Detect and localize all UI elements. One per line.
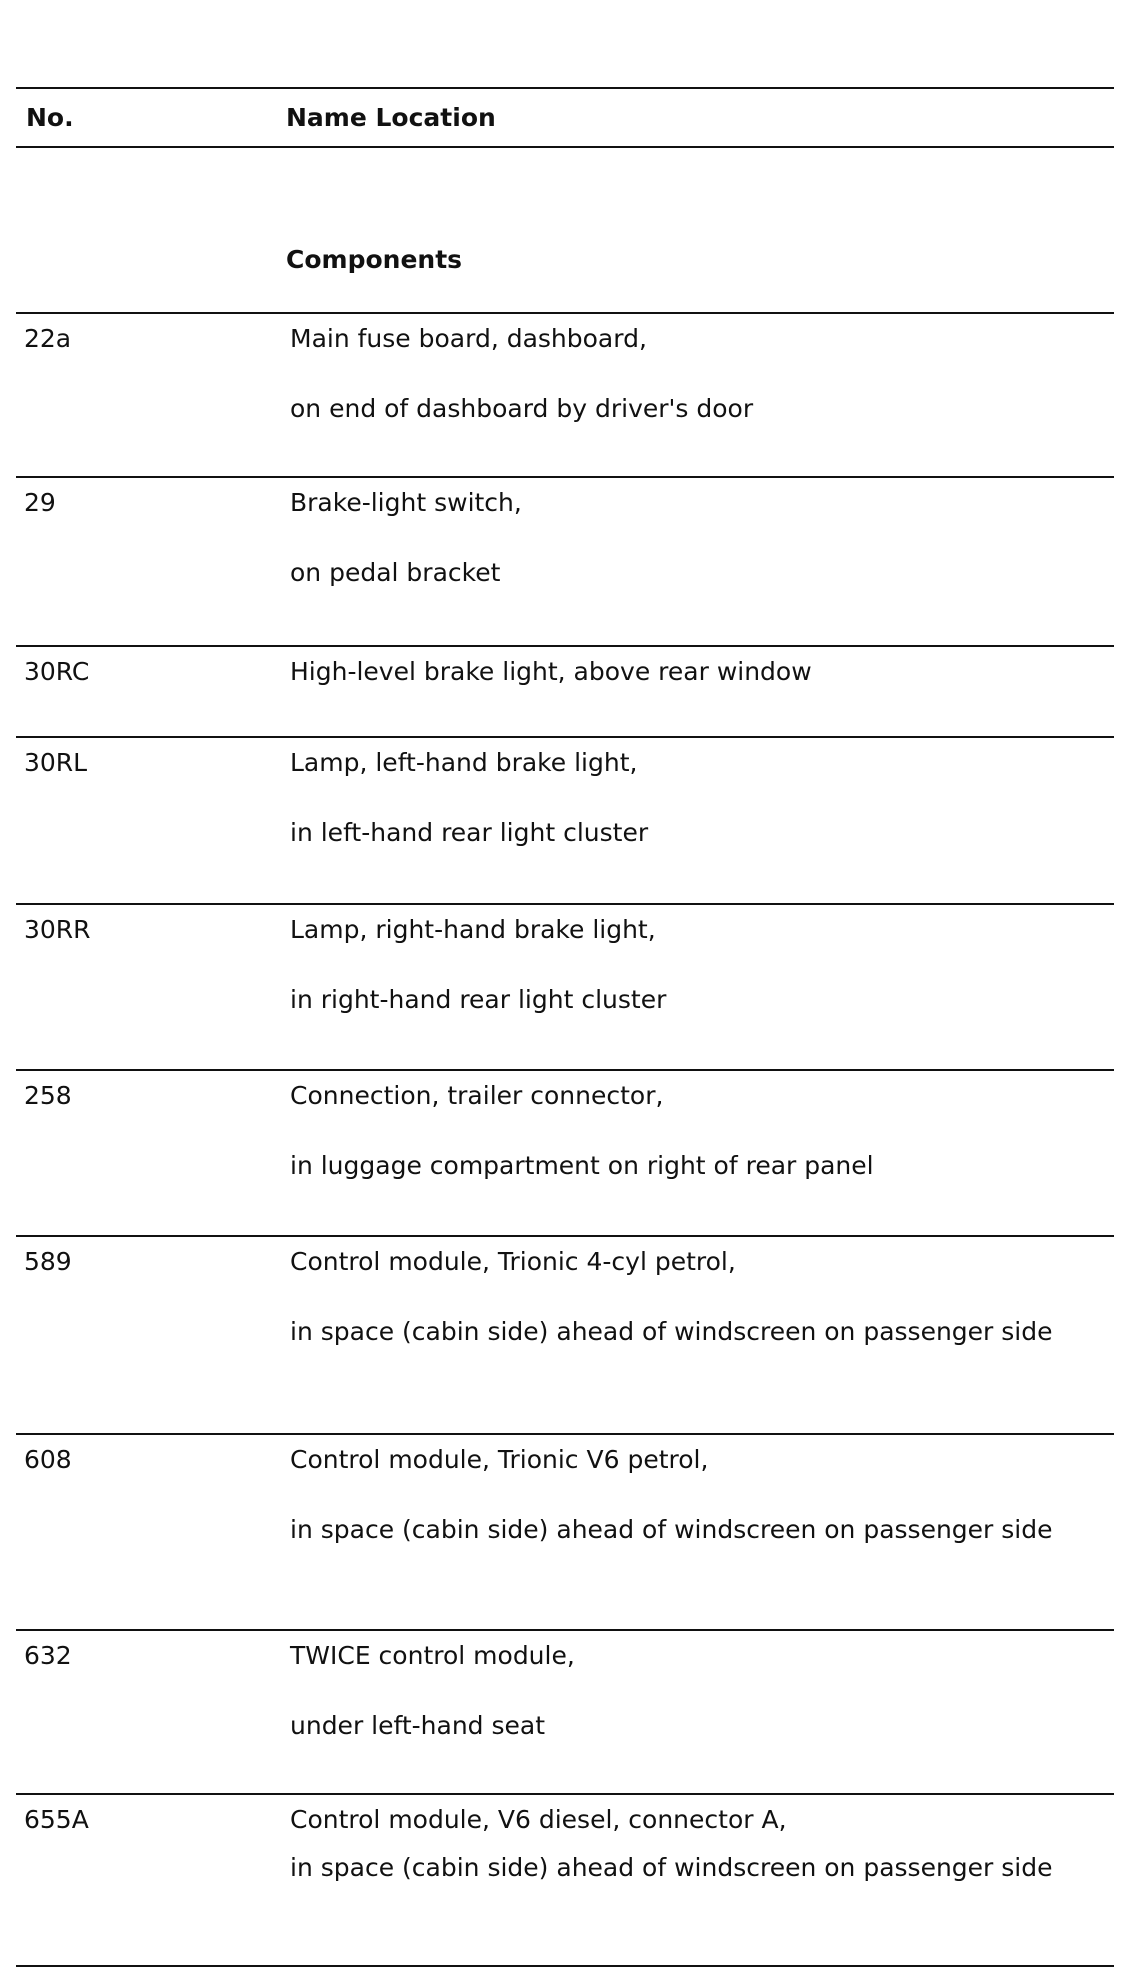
row-name: Lamp, left-hand brake light,	[290, 748, 638, 777]
row-number: 655A	[24, 1805, 89, 1834]
row-number: 29	[24, 488, 56, 517]
row-location: on pedal bracket	[290, 558, 501, 587]
row-name: Brake-light switch,	[290, 488, 522, 517]
row-name: TWICE control module,	[290, 1641, 575, 1670]
header-name-location: Name Location	[286, 103, 496, 132]
row-name: Control module, V6 diesel, connector A,	[290, 1805, 787, 1834]
row-number: 30RR	[24, 915, 91, 944]
row-number: 589	[24, 1247, 72, 1276]
table-row	[16, 1435, 1114, 1629]
row-name: Connection, trailer connector,	[290, 1081, 664, 1110]
table-header	[16, 89, 1114, 146]
row-number: 30RL	[24, 748, 88, 777]
row-name: Lamp, right-hand brake light,	[290, 915, 656, 944]
table-row	[16, 1071, 1114, 1235]
row-number: 258	[24, 1081, 72, 1110]
row-location: under left-hand seat	[290, 1711, 546, 1740]
row-location: in left-hand rear light cluster	[290, 818, 649, 847]
table-row	[16, 1237, 1114, 1433]
section-title: Components	[286, 245, 463, 274]
row-name: Main fuse board, dashboard,	[290, 324, 647, 353]
row-location: in right-hand rear light cluster	[290, 985, 667, 1014]
row-name: Control module, Trionic 4-cyl petrol,	[290, 1247, 736, 1276]
table-row	[16, 1795, 1114, 1965]
row-location: in space (cabin side) ahead of windscreen on passenger side	[290, 1515, 1053, 1544]
row-number: 632	[24, 1641, 72, 1670]
section-heading	[16, 148, 1114, 312]
row-number: 30RC	[24, 657, 90, 686]
table-row	[16, 478, 1114, 645]
row-location: in space (cabin side) ahead of windscreen on passenger side	[290, 1853, 1053, 1882]
table-row	[16, 314, 1114, 476]
row-name: High-level brake light, above rear window	[290, 657, 812, 686]
header-number: No.	[26, 103, 74, 132]
table-row	[16, 1631, 1114, 1793]
row-name: Control module, Trionic V6 petrol,	[290, 1445, 709, 1474]
row-location: in space (cabin side) ahead of windscreen on passenger side	[290, 1317, 1053, 1346]
row-location: in luggage compartment on right of rear panel	[290, 1151, 874, 1180]
bottom-rule	[16, 1965, 1114, 1967]
row-number: 608	[24, 1445, 72, 1474]
table-row	[16, 905, 1114, 1069]
row-location: on end of dashboard by driver's door	[290, 394, 754, 423]
row-number: 22a	[24, 324, 72, 353]
components-table	[16, 87, 1114, 1967]
table-row	[16, 647, 1114, 736]
table-row	[16, 738, 1114, 903]
